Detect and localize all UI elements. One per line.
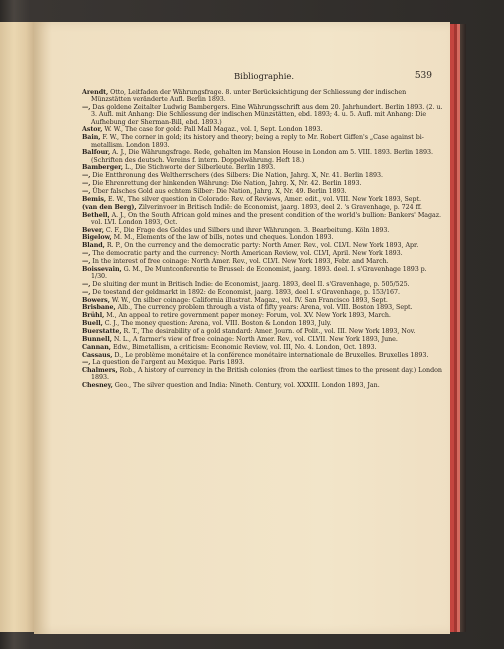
entry-author: —, [82,104,91,112]
entry-citation: Edw., Bimetallism, a criticism: Economic Review, vol. III, No. 4. London, Oct. 1893. [112,343,377,351]
entry-citation: Zilverinvoer in Britisch Indië: de Economist, jaarg. 1893, deel 2. 's Gravenhage, p. 724 ff. [138,203,422,211]
entry-citation: C. J., The money question: Arena, vol. VIII. Boston & London 1893, July. [104,320,332,328]
entry-author: Chesney, [82,382,113,390]
entry-author: Astor, [82,126,103,134]
entry-author: Boissevain, [82,265,122,273]
bibliography-entry [82,266,444,281]
bibliography-entry [82,289,444,296]
bibliography-entry [82,352,444,359]
bibliography-entry [82,196,444,203]
entry-author: Buerstatte, [82,328,122,335]
entry-citation: In the interest of free coinage: North Amer. Rev., vol. CLVI. New York 1893, Febr. and March. [92,258,389,265]
bibliography-entry [82,250,444,257]
bibliography-entry [82,164,444,171]
entry-citation: L., Die Stichworte der Silberleute. Berlin 1893. [125,164,276,172]
running-header [82,71,446,85]
bibliography-entry [82,212,444,227]
entry-author: Buell, [82,320,103,328]
entry-citation: A. J., Die Währungsfrage. Rede, gehalten im Mansion House in London am 5. VIII. 1893. Berlin 1893. (Schriften des deutsch. Vereins f. intern. Doppelwährung. Heft 18.) [91,149,433,164]
entry-citation: A. J., On the South African gold mines and the present condition of the world's bullion: Bankers' Magaz. vol. LVI. London 1893, Oct. [91,211,441,226]
entry-citation: M., An appeal to retire government paper money: Forum, vol. XV. New York 1893, March. [106,312,391,320]
entry-citation: W. W., On silber coinage: California illustrat. Magaz., vol. IV. San Francisco 1893, Sept. [111,296,388,304]
entry-citation: G. M., De Muntconferentie te Brussel: de Economist, jaarg. 1893. deel. I. s'Gravenhage 1893 p. 1/30. [91,265,427,281]
entry-author: Brisbane, [82,304,116,312]
entry-citation: M. M., Elements of the law of bills, notes und cheques. London 1893. [113,234,334,242]
entry-citation: Über falsches Gold aus echtem Silber: Die Nation, Jahrg. X, Nr. 49. Berlin 1893. [92,188,347,195]
entry-author: Bain, [82,134,101,142]
entry-author: Arendt, [82,89,109,96]
entry-citation: Das goldene Zeitalter Ludwig Bambergers. Eine Währungsschrift aus dem 20. Jahrhundert. Berlin 1893. (2. u. 3. Aufl. mit Anhang: Die Schliessung der indischen Münzstätten, ebd. 1893; 4. u. 5. Aufl. mit Anhang: Die Aufhebung der Sherman-Bill, ebd. 1893.) [91,104,443,126]
bibliography-entry [82,312,444,319]
entry-author: —, [82,258,91,265]
entry-author: —, [82,359,91,367]
bibliography-entry [82,149,444,164]
bibliography-entry [82,104,444,126]
bibliography-entry [82,297,444,304]
book-cover-edge [460,24,466,632]
page-number: 539 [414,71,432,81]
bibliography-entry [82,134,444,149]
entry-author: Cannan, [82,343,111,351]
bibliography-entry [82,126,444,133]
entry-author: —, [82,250,91,258]
bibliography-entry [82,89,444,104]
entry-citation: Geo., The silver question and India: Nineth. Century, vol. XXXIII. London 1893, Jan. [114,382,380,390]
entry-citation: W. W., The case for gold: Pall Mall Magaz., vol. I, Sept. London 1893. [104,126,323,134]
bibliography-entry [82,242,444,249]
entry-citation: Die Ehrenrettung der hinkenden Währung: Die Nation, Jahrg. X, Nr. 42. Berlin 1893. [92,180,362,188]
bibliography-entry [82,204,444,211]
entry-citation: Otto, Leitfaden der Währungsfrage. 8. unter Berücksichtigung der Schliessung der indischen Münzstätten veränderte Aufl. Berlin 1893. [91,89,407,104]
entry-citation: De sluiting der munt in Britisch Indie: de Economist, jaarg. 1893, deel II. s'Gravenhage, p. 505/525. [92,280,410,288]
entry-author: Bethell, [82,211,110,219]
entry-author: Bemis, [82,195,107,203]
entry-citation: D., Le problème monétaire et la conférence monétaire internationale de Bruxelles. Bruxelles 1893. [114,351,429,359]
bibliography-entry [82,172,444,179]
entry-author: Bowers, [82,296,110,304]
bibliography-entry [82,359,444,366]
bibliography-entry [82,281,444,288]
bibliography-entry [82,367,444,382]
entry-author: Chalmers, [82,367,118,375]
entry-author: —, [82,172,91,180]
bibliography-entry [82,328,444,335]
entry-author: Cassaus, [82,351,113,359]
entry-citation: The democratic party and the currency: North American Review, vol. CLVI, April. New York 1893. [92,250,403,258]
bibliography-entry [82,188,444,195]
entry-citation: La question de l'argent au Mexique. Paris 1893. [92,359,245,367]
entry-author: Brühl, [82,312,105,320]
bibliography-entry [82,258,444,265]
bibliography-entry [82,320,444,327]
entry-author: Bever, [82,226,104,234]
entry-author: Bland, [82,242,105,250]
entry-author: Bamberger, [82,164,124,172]
entry-citation: De toestand der geldmarkt in 1892: de Economist, jaarg. 1893, deel I. s'Gravenhage, p. 153/167. [92,288,400,296]
bibliography-entry [82,336,444,343]
entry-citation: Rob., A history of currency in the British colonies (from the earliest times to the present day.) London 1893. [91,367,442,382]
entry-citation: R. T., The desirability of a gold standard: Amer. Journ. of Polit., vol. III. New York 1893, Nov. [123,328,416,335]
entry-author: —, [82,188,91,195]
bibliography-list [82,89,444,390]
entry-author: Bigelow, [82,234,112,242]
entry-citation: F. W., The corner in gold; its history and theory; being a reply to Mr. Robert Giffen's „Case against bi-metallism. London 1893. [91,134,424,149]
bibliography-entry [82,344,444,351]
bibliography-entry [82,304,444,311]
entry-author: —, [82,288,91,296]
entry-citation: E. W., The silver question in Colorado: Rev. of Reviews, Amer. edit., vol. VIII. New York 1893, Sept. [107,195,421,203]
entry-citation: R. P., On the currency and the democratic party: North Amer. Rev., vol. CLVI. New York 1893, Apr. [106,242,419,250]
bibliography-entry [82,234,444,241]
entry-author: —, [82,180,91,188]
entry-citation: N. L., A farmer's view of free coinage: North Amer. Rev., vol. CLVII. New York 1893, June. [113,335,398,343]
bibliography-entry [82,382,444,389]
entry-author: (van den Berg), [82,203,137,211]
entry-citation: C. F., Die Frage des Goldes und Silbers und ihrer Währungen. 3. Bearbeitung. Köln 1893. [105,226,390,234]
entry-citation: Die Entthronung des Weltherrschers (des Silbers: Die Nation, Jahrg. X, Nr. 41. Berlin 1893. [92,172,383,180]
entry-citation: Alb., The currency problem through a vista of fifty years: Arena, vol. VIII. Boston 1893, Sept. [117,304,413,312]
entry-author: —, [82,280,91,288]
book-gutter [0,22,34,632]
bibliography-entry [82,227,444,234]
entry-author: Bunnell, [82,335,112,343]
header-title: Bibliographie. [233,71,294,81]
entry-author: Balfour, [82,149,111,157]
bibliography-entry [82,180,444,187]
